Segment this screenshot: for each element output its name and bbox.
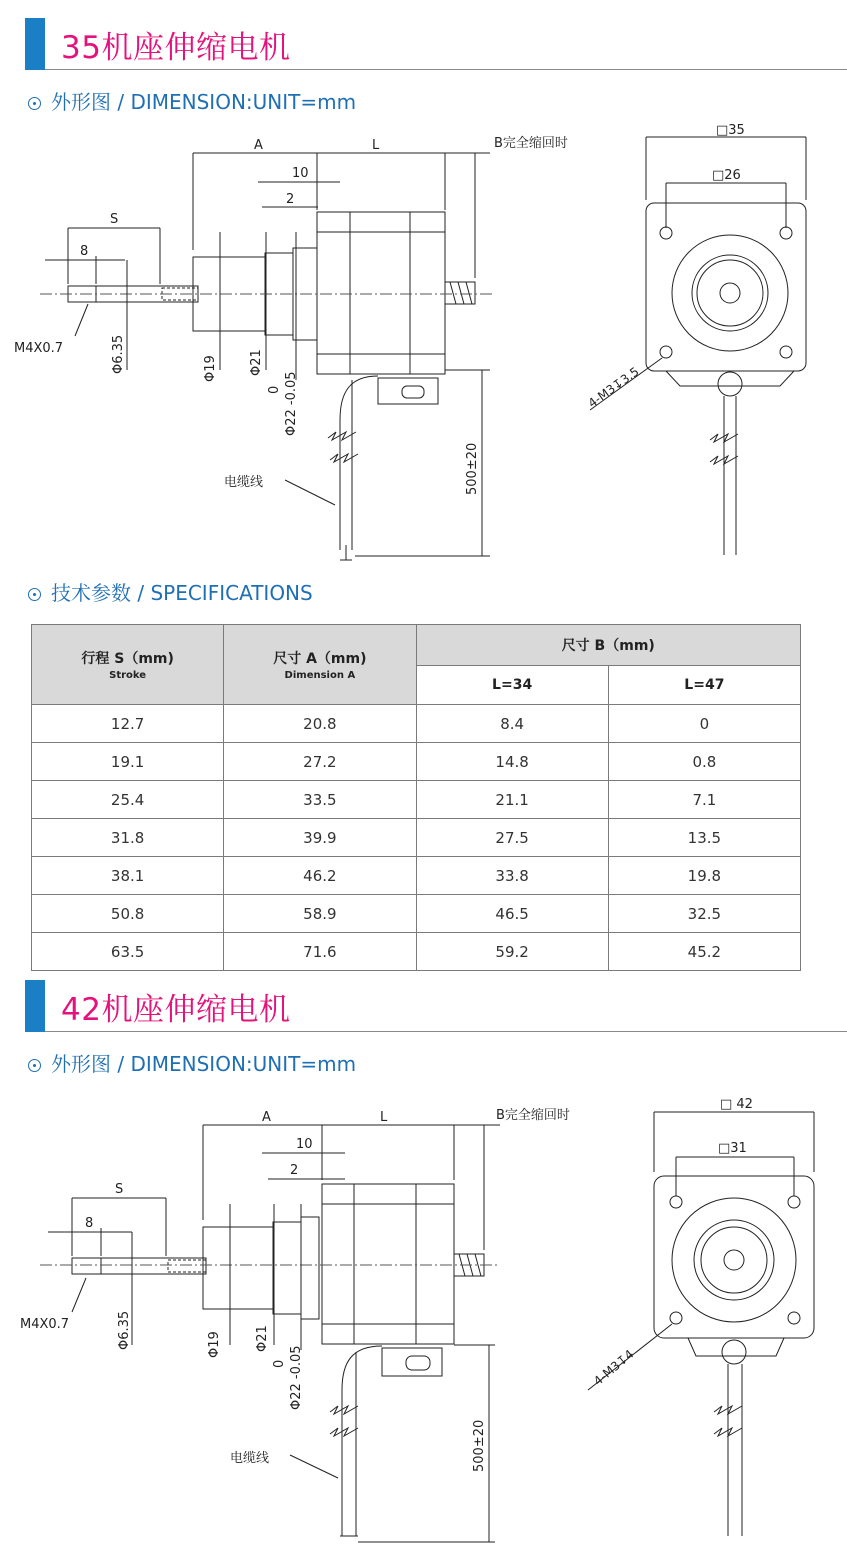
- label-d19: Φ19: [207, 1331, 222, 1358]
- label-thread: M4X0.7: [14, 341, 64, 356]
- label-d635: Φ6.35: [111, 334, 126, 374]
- lead-screw: [445, 282, 475, 304]
- label-s: S: [115, 1182, 124, 1197]
- header-stroke: 行程 S（mm) Stroke: [32, 625, 224, 705]
- table-row: 63.5 71.6 59.2 45.2: [32, 933, 801, 971]
- table-row: 25.4 33.5 21.1 7.1: [32, 781, 801, 819]
- section-divider: [45, 69, 847, 70]
- label-a: A: [262, 1110, 271, 1125]
- label-length: 500±20: [465, 442, 480, 495]
- spec-table: [31, 624, 801, 971]
- target-icon: [28, 588, 41, 601]
- dimension-heading: 外形图 / DIMENSION:UNIT=mm: [28, 1048, 356, 1077]
- section-header-35: [25, 18, 847, 70]
- label-tol: 0: [272, 1359, 287, 1368]
- label-b: B完全缩回时: [494, 136, 568, 151]
- table-row: 50.8 58.9 46.5 32.5: [32, 895, 801, 933]
- label-a: A: [254, 138, 263, 153]
- label-length: 500±20: [472, 1419, 487, 1472]
- section-accent-bar: [25, 18, 45, 70]
- label-square-inner: □31: [718, 1141, 747, 1156]
- label-square-inner: □26: [712, 168, 741, 183]
- section-divider: [45, 1031, 847, 1032]
- label-square-outer: □ 42: [720, 1097, 753, 1112]
- label-d21: Φ21: [249, 349, 264, 376]
- label-holes: 4-M3↧3.5: [585, 364, 642, 411]
- label-10: 10: [296, 1137, 313, 1152]
- label-2: 2: [290, 1163, 299, 1178]
- label-l: L: [372, 138, 380, 153]
- label-d22: Φ22 -0.05: [289, 1345, 304, 1410]
- motor-body: [317, 212, 445, 374]
- header-dimension-a: 尺寸 A（mm) Dimension A: [224, 625, 416, 705]
- table-row: 31.8 39.9 27.5 13.5: [32, 819, 801, 857]
- drawing-42-geometry: [0, 1090, 847, 1552]
- label-tol: 0: [267, 385, 282, 394]
- label-square-outer: □35: [716, 123, 745, 138]
- target-icon: [28, 1059, 41, 1072]
- header-l34: L=34: [416, 666, 608, 705]
- label-d22: Φ22 -0.05: [284, 371, 299, 436]
- label-thread: M4X0.7: [20, 1317, 70, 1332]
- label-8: 8: [85, 1216, 94, 1231]
- table-row: 12.7 20.8 8.4 0: [32, 705, 801, 743]
- section-accent-bar: [25, 980, 45, 1032]
- spec-heading: 技术参数 / SPECIFICATIONS: [28, 577, 313, 606]
- label-d635: Φ6.35: [117, 1310, 132, 1350]
- label-l: L: [380, 1110, 388, 1125]
- header-dimension-b: 尺寸 B（mm): [416, 625, 801, 666]
- table-row: 19.1 27.2 14.8 0.8: [32, 743, 801, 781]
- label-holes: 4-M3↧4: [590, 1346, 637, 1389]
- label-2: 2: [286, 192, 295, 207]
- dimension-heading: 外形图 / DIMENSION:UNIT=mm: [28, 86, 356, 115]
- label-d21: Φ21: [255, 1325, 270, 1352]
- drawing-35: [0, 120, 847, 570]
- front-housing: [203, 1227, 273, 1309]
- section-title: 42机座伸缩电机: [61, 992, 291, 1028]
- section-header-42: [25, 980, 847, 1032]
- table-row: 38.1 46.2 33.8 19.8: [32, 857, 801, 895]
- label-cable: 电缆线: [230, 1451, 270, 1466]
- label-d19: Φ19: [203, 355, 218, 382]
- header-l47: L=47: [608, 666, 800, 705]
- label-b: B完全缩回时: [496, 1108, 570, 1123]
- label-s: S: [110, 212, 119, 227]
- target-icon: [28, 97, 41, 110]
- section-title: 35机座伸缩电机: [61, 30, 291, 66]
- label-cable: 电缆线: [224, 475, 264, 490]
- motor-body: [322, 1184, 454, 1344]
- label-10: 10: [292, 166, 309, 181]
- label-8: 8: [80, 244, 89, 259]
